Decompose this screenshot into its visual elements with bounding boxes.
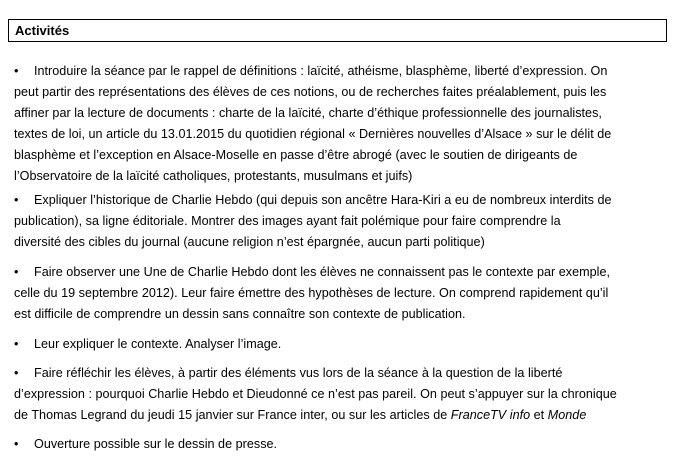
bullet-icon: •	[14, 64, 19, 78]
bullet-icon: •	[14, 366, 19, 380]
item-line-text: de Thomas Legrand du jeudi 15 janvier sur France inter, ou sur les articles de	[14, 408, 451, 422]
source-francetv-info: FranceTV info	[450, 408, 531, 422]
item-line: diversité des cibles du journal (aucune religion n’est épargnée, aucun parti politique)	[14, 235, 485, 249]
item-line-text: et	[530, 408, 548, 422]
item-line: Ouverture possible sur le dessin de presse.	[34, 437, 278, 451]
bullet-icon: •	[14, 193, 19, 207]
item-line: publication), sa ligne éditoriale. Montrer des images ayant fait polémique pour faire comprendre la	[14, 214, 561, 228]
source-monde: Monde	[547, 408, 587, 422]
item-line: d’expression : pourquoi Charlie Hebdo et Dieudonné ce n’est pas pareil. On peut s’appuyer sur la chronique	[14, 387, 617, 401]
item-line	[14, 405, 586, 426]
item-line: est difficile de comprendre un dessin sans connaître son contexte de publication.	[14, 307, 466, 321]
bullet-icon: •	[14, 337, 19, 351]
item-line: Expliquer l’historique de Charlie Hebdo (qui depuis son ancêtre Hara-Kiri a eu de nombreux interdits de	[34, 193, 612, 207]
item-line: affiner par la lecture de documents : charte de la laïcité, charte d’éthique professionnelle des journalistes,	[14, 106, 602, 120]
item-line: Faire réfléchir les élèves, à partir des éléments vus lors de la séance à la question de la liberté	[34, 366, 563, 380]
item-line: celle du 19 septembre 2012). Leur faire émettre des hypothèses de lecture. On comprend rapidement qu’il	[14, 286, 609, 300]
item-line: blasphème et l’exception en Alsace-Moselle en passe d’être abrogé (avec le soutien de dirigeants de	[14, 148, 578, 162]
activities-heading: Activités	[15, 23, 70, 38]
item-line: Leur expliquer le contexte. Analyser l’image.	[34, 337, 282, 351]
item-line: Introduire la séance par le rappel de définitions : laïcité, athéisme, blasphème, liberté d’expression. On	[34, 64, 608, 78]
item-line: textes de loi, un article du 13.01.2015 du quotidien régional « Dernières nouvelles d’Alsace » sur le délit de	[14, 127, 612, 141]
bullet-icon: •	[14, 265, 19, 279]
bullet-icon: •	[14, 437, 19, 451]
item-line: Faire observer une Une de Charlie Hebdo dont les élèves ne connaissent pas le contexte par exemple,	[34, 265, 611, 279]
activities-heading-box	[8, 19, 667, 42]
item-line: l’Observatoire de la laïcité catholiques, protestants, musulmans et juifs)	[14, 169, 413, 183]
item-line: peut partir des représentations des élèves de ces notions, ou de recherches faites préalablement, puis les	[14, 85, 607, 99]
